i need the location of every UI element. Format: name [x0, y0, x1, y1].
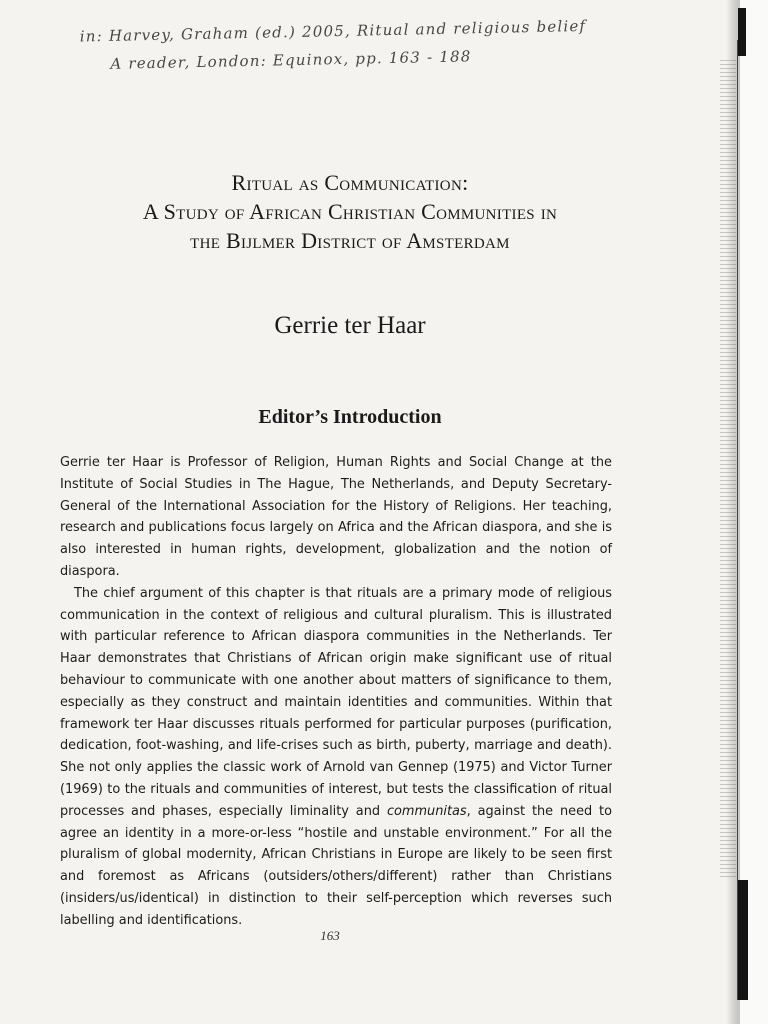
intro-paragraph-1: Gerrie ter Haar is Professor of Religion, Human Rights and Social Change at the Institute of Social Studies in The Hague, The Netherlands, and Deputy Secretary-General of the International Association for the History of Religions. Her teaching, research and publications focus largely on Africa and the African diaspora, and she is also interested in human rights, development, globalization and the notion of diaspora. [60, 455, 612, 579]
binding-texture [720, 60, 736, 880]
page-binding-edge [738, 0, 768, 1024]
editor-introduction-body [60, 452, 612, 932]
section-heading: Editor’s Introduction [258, 406, 442, 428]
chapter-title-line-2: A Study of African Christian Communities in [142, 199, 558, 224]
handwritten-line-1: in: Harvey, Graham (ed.) 2005, Ritual and religious belief [79, 16, 587, 46]
binding-mark-bottom [738, 880, 748, 1000]
handwritten-line-2: A reader, London: Equinox, pp. 163 - 188 [110, 47, 472, 73]
page-number: 163 [320, 928, 340, 943]
intro-paragraph-2-part-1: The chief argument of this chapter is that rituals are a primary mode of religious communication in the context of religious and cultural pluralism. This is illustrated with particular reference to African diaspora communities in the Netherlands. Ter Haar demonstrates that Christians of African origin make significant use of ritual behaviour to communicate with one another about matters of significance to them, especially as they construct and maintain identities and communities. Within that framework ter Haar discusses rituals performed for particular purposes (purification, dedication, foot-washing, and life-crises such as birth, puberty, marriage and death). She not only applies the classic work of Arnold van Gennep (1975) and Victor Turner (1969) to the rituals and communities of interest, but tests the classification of ritual processes and phases, especially liminality and [60, 585, 612, 819]
chapter-title-line-3: the Bijlmer District of Amsterdam [190, 228, 510, 253]
binding-mark-top [738, 8, 746, 56]
chapter-title [40, 168, 660, 255]
intro-paragraph-2-part-2: , against the need to agree an identity in a more-or-less “hostile and unstable environment.” For all the pluralism of global modernity, African Christians in Europe are likely to be seen first and foremost as Africans (outsiders/others/different) rather than Christians (insiders/us/identical) in distinction to their self-perception which reverses such labelling and identifications. [60, 803, 612, 928]
intro-paragraph-2-emphasis: communitas [386, 803, 467, 819]
binding-line [737, 40, 738, 1000]
chapter-author: Gerrie ter Haar [274, 312, 426, 339]
intro-paragraph-2 [60, 583, 612, 932]
chapter-title-line-1: Ritual as Communication: [231, 170, 469, 195]
handwritten-citation [79, 10, 700, 79]
